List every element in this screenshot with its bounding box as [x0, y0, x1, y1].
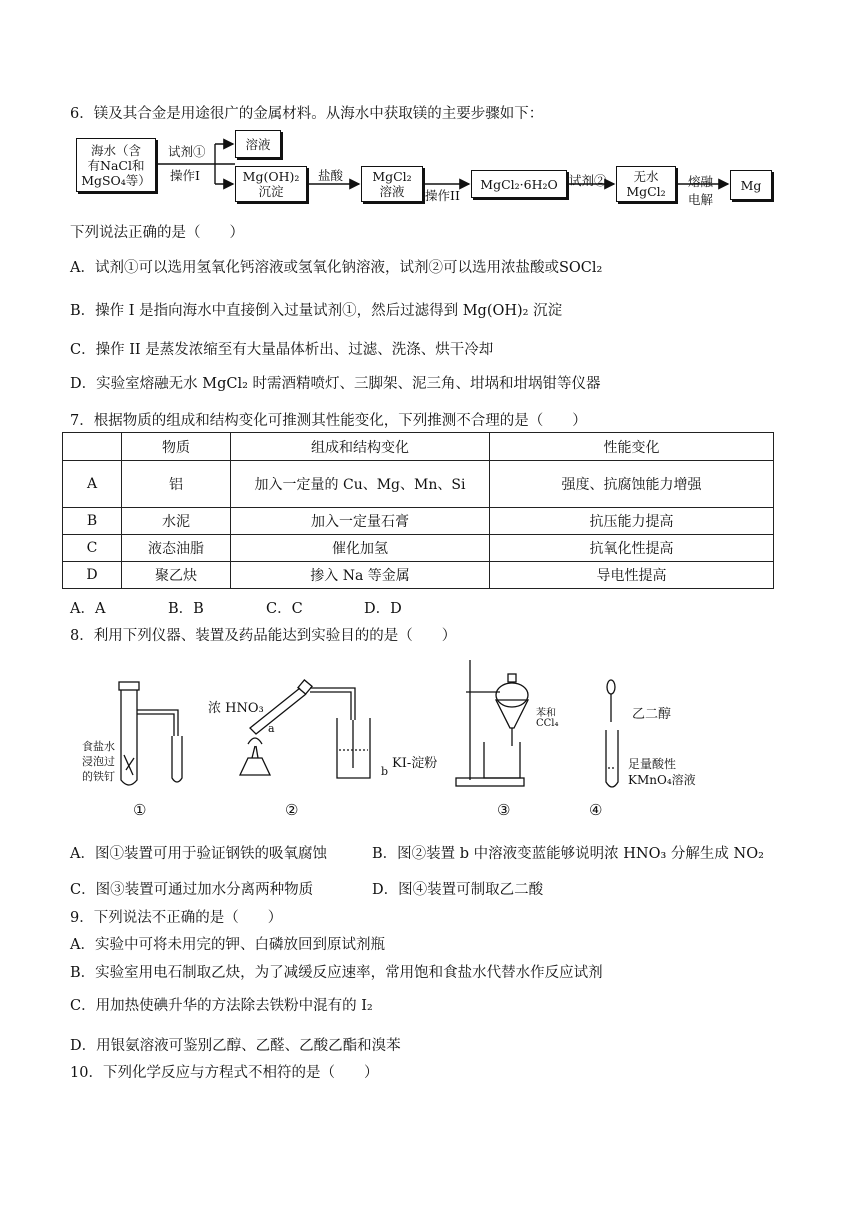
table-cell: 掺入 Na 等金属 — [231, 562, 490, 589]
q8-stem: 8．利用下列仪器、装置及药品能达到实验目的的是（ ） — [70, 628, 457, 644]
q9-option-a: A．实验中可将未用完的钾、白磷放回到原试剂瓶 — [70, 937, 385, 953]
seawater-box — [76, 138, 156, 192]
q9-stem: 9．下列说法不正确的是（ ） — [70, 910, 283, 926]
mgcl2-sol-line2: 溶液 — [379, 184, 405, 199]
hydrate-text: MgCl₂·6H₂O — [480, 176, 558, 192]
q8-option-c: C．图③装置可通过加水分离两种物质 — [70, 882, 314, 898]
fig-number-4: ④ — [589, 801, 603, 819]
table-row — [63, 535, 774, 562]
table-cell: B — [63, 508, 122, 535]
table-cell: D — [63, 562, 122, 589]
q6-option-b: B．操作 I 是指向海水中直接倒入过量试剂①，然后过滤得到 Mg(OH)₂ 沉淀 — [70, 303, 563, 319]
table-cell: 强度、抗腐蚀能力增强 — [490, 461, 774, 508]
q7-option-a: A．A — [70, 601, 106, 617]
q6-option-c: C．操作 II 是蒸发浓缩至有大量晶体析出、过滤、洗涤、烘干冷却 — [70, 342, 494, 358]
hcl-label: 盐酸 — [318, 168, 344, 183]
mg-text: Mg — [740, 177, 762, 193]
fig3-label-2: CCl₄ — [536, 718, 559, 729]
hydrate-box — [471, 170, 567, 198]
mgcl2-sol-line1: MgCl₂ — [372, 169, 412, 184]
q6-stem: 6．镁及其合金是用途很广的金属材料。从海水中获取镁的主要步骤如下： — [70, 106, 544, 122]
table-cell: 抗氧化性提高 — [490, 535, 774, 562]
q7-option-b: B．B — [168, 601, 204, 617]
table-cell: 聚乙炔 — [122, 562, 231, 589]
fig-number-3: ③ — [497, 801, 511, 819]
melt-label-1: 熔融 — [688, 174, 714, 189]
q7-table — [62, 432, 774, 589]
mgoh2-box — [235, 166, 307, 202]
seawater-line1: 海水（含 — [90, 142, 141, 158]
fig1-label-3: 的铁钉 — [82, 770, 115, 783]
fig2-hno3-label: 浓 HNO₃ — [208, 701, 264, 716]
q9-option-c: C．用加热使碘升华的方法除去铁粉中混有的 I₂ — [70, 998, 373, 1014]
mgoh2-line2: 沉淀 — [258, 184, 284, 199]
table-cell: 液态油脂 — [122, 535, 231, 562]
q6-option-d: D．实验室熔融无水 MgCl₂ 时需酒精喷灯、三脚架、泥三角、坩埚和坩埚钳等仪器 — [70, 376, 601, 392]
q8-option-a: A．图①装置可用于验证钢铁的吸氧腐蚀 — [70, 846, 327, 862]
fig2-ki-label: KI-淀粉 — [392, 756, 438, 771]
fig3-apparatus — [456, 660, 528, 786]
table-cell: 导电性提高 — [490, 562, 774, 589]
q6-option-a: A．试剂①可以选用氢氧化钙溶液或氢氧化钠溶液，试剂②可以选用浓盐酸或SOCl₂ — [70, 260, 603, 276]
op2-label: 操作II — [425, 188, 460, 203]
q9-option-b: B．实验室用电石制取乙炔，为了减缓反应速率，常用饱和食盐水代替水作反应试剂 — [70, 965, 603, 981]
q8-option-d: D．图④装置可制取乙二酸 — [372, 882, 544, 898]
header-cell — [63, 433, 122, 461]
anhydrous-box — [616, 166, 676, 202]
reagent2-label: 试剂② — [569, 173, 607, 188]
table-cell: C — [63, 535, 122, 562]
fig3-label-1: 苯和 — [536, 708, 556, 719]
q8-apparatus-figures — [0, 650, 868, 830]
solution-box — [235, 130, 281, 158]
fig1-label-1: 食盐水 — [82, 740, 115, 753]
q7-option-d: D．D — [364, 601, 402, 617]
header-cell: 物质 — [122, 433, 231, 461]
header-cell: 性能变化 — [490, 433, 774, 461]
fig4-kmno4-label-2: KMnO₄溶液 — [628, 773, 696, 787]
table-cell: 加入一定量石膏 — [231, 508, 490, 535]
q7-option-c: C．C — [266, 601, 303, 617]
q7-stem: 7．根据物质的组成和结构变化可推测其性能变化，下列推测不合理的是（ ） — [70, 413, 587, 429]
op1-label: 操作I — [170, 168, 200, 183]
seawater-line3: MgSO₄等） — [81, 172, 151, 188]
mgcl2-solution-box — [361, 166, 423, 202]
table-cell: A — [63, 461, 122, 508]
fig4-kmno4-label-1: 足量酸性 — [628, 757, 677, 771]
q10-stem: 10．下列化学反应与方程式不相符的是（ ） — [70, 1065, 379, 1081]
table-cell: 水泥 — [122, 508, 231, 535]
header-cell: 组成和结构变化 — [231, 433, 490, 461]
q9-option-d: D．用银氨溶液可鉴别乙醇、乙醛、乙酸乙酯和溴苯 — [70, 1038, 401, 1054]
fig2-a-label: a — [268, 722, 275, 735]
melt-label-2: 电解 — [688, 192, 714, 207]
fig4-apparatus — [606, 680, 618, 787]
fig2-b-label: b — [381, 765, 389, 778]
table-cell: 加入一定量的 Cu、Mg、Mn、Si — [231, 461, 490, 508]
fig2-apparatus — [240, 680, 370, 778]
anhydrous-line1: 无水 — [633, 169, 659, 184]
table-cell: 抗压能力提高 — [490, 508, 774, 535]
q6-prompt: 下列说法正确的是（ ） — [70, 225, 244, 241]
table-header-row — [63, 433, 774, 461]
table-cell: 铝 — [122, 461, 231, 508]
fig4-glycol-label: 乙二醇 — [632, 707, 672, 722]
table-row — [63, 562, 774, 589]
seawater-line2: 有NaCl和 — [87, 157, 145, 173]
mg-box — [730, 170, 772, 200]
anhydrous-line2: MgCl₂ — [626, 184, 666, 199]
q8-option-b: B．图②装置 b 中溶液变蓝能够说明浓 HNO₃ 分解生成 NO₂ — [372, 846, 764, 862]
table-cell: 催化加氢 — [231, 535, 490, 562]
mgoh2-line1: Mg(OH)₂ — [242, 169, 300, 184]
solution-text: 溶液 — [245, 136, 271, 152]
fig-number-1: ① — [133, 801, 147, 819]
table-row — [63, 508, 774, 535]
fig-number-2: ② — [285, 801, 299, 819]
fig1-test-tube — [119, 682, 182, 785]
reagent1-label: 试剂① — [168, 144, 206, 159]
table-row — [63, 461, 774, 508]
fig1-label-2: 浸泡过 — [82, 755, 115, 768]
